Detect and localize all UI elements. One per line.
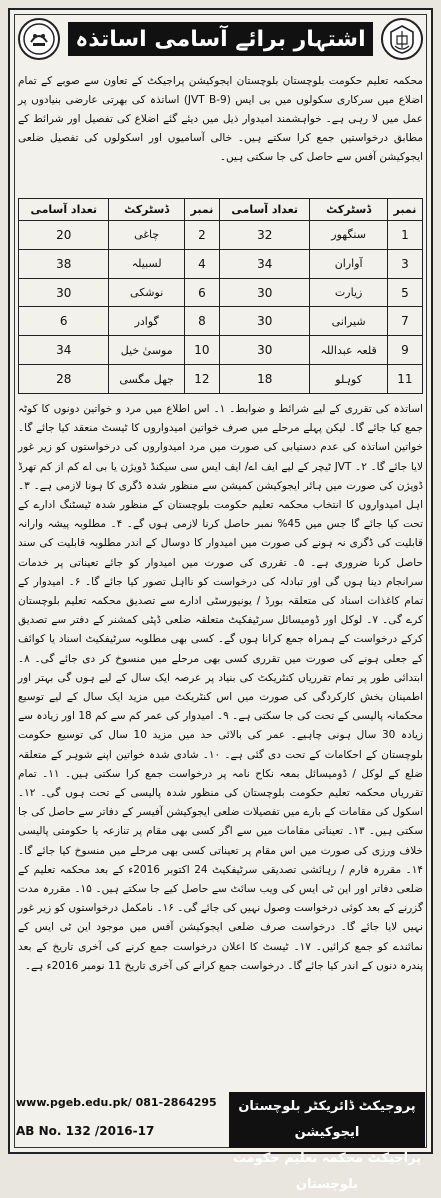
cell-serial: 7 xyxy=(387,307,422,336)
cell-district: سنگھور xyxy=(310,221,387,250)
government-emblem-icon xyxy=(381,18,423,60)
table-row xyxy=(19,221,423,250)
header-serial: نمبر xyxy=(184,199,219,221)
cell-serial: 8 xyxy=(184,307,219,336)
cell-district: قلعہ عبداللہ xyxy=(310,336,387,365)
cell-serial: 11 xyxy=(387,365,422,394)
cell-post-count: 30 xyxy=(19,278,109,307)
cell-district: لسبیلہ xyxy=(109,249,184,278)
cell-district: جھل مگسی xyxy=(109,365,184,394)
advertisement-page xyxy=(8,8,433,1192)
cell-district: کوہلو xyxy=(310,365,387,394)
header-post-count: تعداد آسامی xyxy=(219,199,309,221)
project-logo-icon xyxy=(18,18,60,60)
cell-serial: 10 xyxy=(184,336,219,365)
cell-post-count: 30 xyxy=(219,278,309,307)
table-row xyxy=(19,365,423,394)
cell-district: موسیٰ خیل xyxy=(109,336,184,365)
cell-serial: 6 xyxy=(184,278,219,307)
cell-district: زیارت xyxy=(310,278,387,307)
header-serial: نمبر xyxy=(387,199,422,221)
table-row xyxy=(19,278,423,307)
table-row xyxy=(19,249,423,278)
header-district: ڈسٹرکٹ xyxy=(310,199,387,221)
cell-post-count: 32 xyxy=(219,221,309,250)
cell-post-count: 38 xyxy=(19,249,109,278)
cell-serial: 5 xyxy=(387,278,422,307)
cell-serial: 4 xyxy=(184,249,219,278)
vacancy-table xyxy=(18,198,423,394)
cell-post-count: 18 xyxy=(219,365,309,394)
org-line-1: پروجیکٹ ڈائریکٹر بلوچستان ایجوکیشن xyxy=(238,1099,416,1140)
cell-district: شیرانی xyxy=(310,307,387,336)
cell-district: نوشکی xyxy=(109,278,184,307)
header xyxy=(14,16,427,68)
page-title: اشتہار برائے آسامی اساتذہ xyxy=(68,22,373,56)
cell-post-count: 28 xyxy=(19,365,109,394)
terms-and-conditions: اساتذہ کی تقرری کے لیے شرائط و ضوابط۔ ۱۔ اس اطلاع میں مرد و خواتین دونوں کا کوٹہ جمع کیا جائے گا۔ لیکن پہلے مرحلے میں صرف خواتین امیدواروں کا ٹیسٹ منعقد کیا جائے گا۔ خواتین اساتذہ کی عدم دستیابی کی صورت میں مرد امیدواروں کی درخواستوں کو زیر غور لایا جائے گا۔ ۲۔ JVT ٹیچر کے لیے ایف اے/ ایف ایس سی سیکنڈ ڈویژن یا بی اے کم از کم تھرڈ ڈویژن کی صورت میں ہائر ایجوکیشن کمیشن سے منظور شدہ ڈگری کا ہونا لازمی ہے۔ ۳۔ اہل امیدواروں کا انتخاب محکمہ تعلیم حکومت بلوچستان کے منظور شدہ ٹیسٹنگ ادارے کے تحت کیا جائے گا جس میں 45% نمبر حاصل کرنا لازمی ہوں گے۔ ۴۔ مطلوبہ پیشہ وارانہ قابلیت کی ڈگری نہ ہونے کی صورت میں امیدوار کا دوسال کے اندر مطلوبہ قابلیت کی سند حاصل کرنا ضروری ہے۔ ۵۔ تقرری کی صورت میں امیدوار کو جائے تعیناتی پر خدمات سرانجام دینا ہوں گی اور تبادلہ کی درخواست کو نااہل تصور کیا جائے گا۔ ۶۔ امیدوار کے تمام کاغذات اسناد کی متعلقہ بورڈ / یونیورسٹی ادارے سے تصدیق محکمہ تعلیم بلوچستان کرے گی۔ ۷۔ لوکل اور ڈومیسائل سرٹیفکیٹ متعلقہ ضلعی ڈپٹی کمشنر کے دفتر سے تصدیق کرکے درخواست کے ہمراہ جمع کرانا ہوں گے۔ کسی بھی مطلوبہ سرٹیفکیٹ اسناد یا کوائف کے جعلی ہونے کی صورت میں تقرری کسی بھی مرحلے میں منسوخ کر دی جائے گی۔ ۸۔ ابتدائی طور پر تمام تقرریاں کنٹریکٹ کی بنیاد پر عرصہ ایک سال کے لیے ہوں گی بہتر اور اطمینان بخش کارکردگی کی صورت میں اس کنٹریکٹ میں مزید ایک سال کے لیے توسیع محکمانہ پالیسی کے تحت کی جا سکتی ہے۔ ۹۔ امیدوار کی عمر کم سے کم 18 اور زیادہ سے زیادہ 30 سال ہونی چاہیے۔ عمر کی بالائی حد میں مزید 10 سال کی توسیع حکومت بلوچستان کے احکامات کے تحت دی گئی ہے۔ ۱۰۔ شادی شدہ خواتین اپنے شوہر کے متعلقہ ضلع کے لوکل / ڈومیسائل بمعہ نکاح نامہ پر درخواست جمع کرا سکتی ہیں۔ ۱۱۔ تمام تقرریاں محکمہ تعلیم حکومت بلوچستان کی منظور شدہ پالیسی کے تحت ہوں گی۔ ۱۲۔ اسکول کی مقامات کے بارے میں تفصیلات ضلعی ایجوکیشن آفیسر کے دفاتر سے حاصل کی جا سکتی ہیں۔ ۱۳۔ تعیناتی مقامات میں سے اگر کسی بھی مقام پر تنازعہ یا حکومتی پالیسی خلاف ورزی کی صورت میں اس مقام پر تعیناتی کسی بھی مرحلے میں منسوخ کیا جائے گا۔ ۱۴۔ مقررہ فارم / رہائشی تصدیقی سرٹیفکیٹ 24 اکتوبر 2016ء کے بعد محکمہ تعلیم کے ضلعی دفاتر اور این ٹی ایس کی ویب سائٹ سے حاصل کیے جا سکتے ہیں۔ ۱۵۔ مقررہ مدت گزرنے کے بعد کوئی درخواست وصول نہیں کی جائے گی۔ ۱۶۔ نامکمل درخواستوں کو زیر غور نہیں لایا جائے گا۔ درخواست صرف ضلعی ایجوکیشن آفس میں موجود این ٹی ایس کے نمائندے کو جمع کرائیں۔ ۱۷۔ ٹیسٹ کا اعلان درخواست جمع کرنے کی آخری تاریخ کے بعد پندرہ دنوں کے اندر کیا جائے گا۔ درخواست جمع کرانے کی آخری تاریخ 11 نومبر 2016ء ہے۔ xyxy=(18,403,424,972)
cell-post-count: 30 xyxy=(219,307,309,336)
header-post-count: تعداد آسامی xyxy=(19,199,109,221)
header-district: ڈسٹرکٹ xyxy=(109,199,184,221)
footer xyxy=(16,1092,425,1192)
table-row xyxy=(19,307,423,336)
cell-district: گوادر xyxy=(109,307,184,336)
cell-post-count: 34 xyxy=(219,249,309,278)
cell-post-count: 34 xyxy=(19,336,109,365)
issuing-authority xyxy=(229,1092,425,1192)
cell-serial: 9 xyxy=(387,336,422,365)
table-header-row xyxy=(19,199,423,221)
ad-number: AB No. 132 /2016-17 xyxy=(16,1124,155,1138)
cell-post-count: 30 xyxy=(219,336,309,365)
cell-post-count: 6 xyxy=(19,307,109,336)
cell-serial: 12 xyxy=(184,365,219,394)
intro-paragraph: محکمہ تعلیم حکومت بلوچستان بلوچستان ایجوکیشن پراجیکٹ کے تعاون سے صوبے کے تمام اضلاع میں سرکاری سکولوں میں بی ایس (JVT B-9) اساتذہ کی بھرتی عارضی بنیادوں پر عمل میں لا رہی ہے۔ خواہشمند امیدوار ذیل میں دیئے گئے اضلاع کی تفصیل اور شرائط کے مطابق درخواستیں جمع کرا سکتے ہیں۔ خالی آسامیوں اور اسکولوں کی تفصیل ضلعی ایجوکیشن آفس سے حاصل کی جا سکتی ہیں۔ xyxy=(18,75,424,163)
cell-serial: 1 xyxy=(387,221,422,250)
table-row xyxy=(19,336,423,365)
cell-serial: 3 xyxy=(387,249,422,278)
contact-info: www.pgeb.edu.pk/ 081-2864295 xyxy=(16,1096,217,1109)
cell-district: آواران xyxy=(310,249,387,278)
cell-serial: 2 xyxy=(184,221,219,250)
cell-district: چاغی xyxy=(109,221,184,250)
org-line-2: پراجیکٹ محکمہ تعلیم حکومت بلوچستان xyxy=(232,1151,422,1192)
cell-post-count: 20 xyxy=(19,221,109,250)
